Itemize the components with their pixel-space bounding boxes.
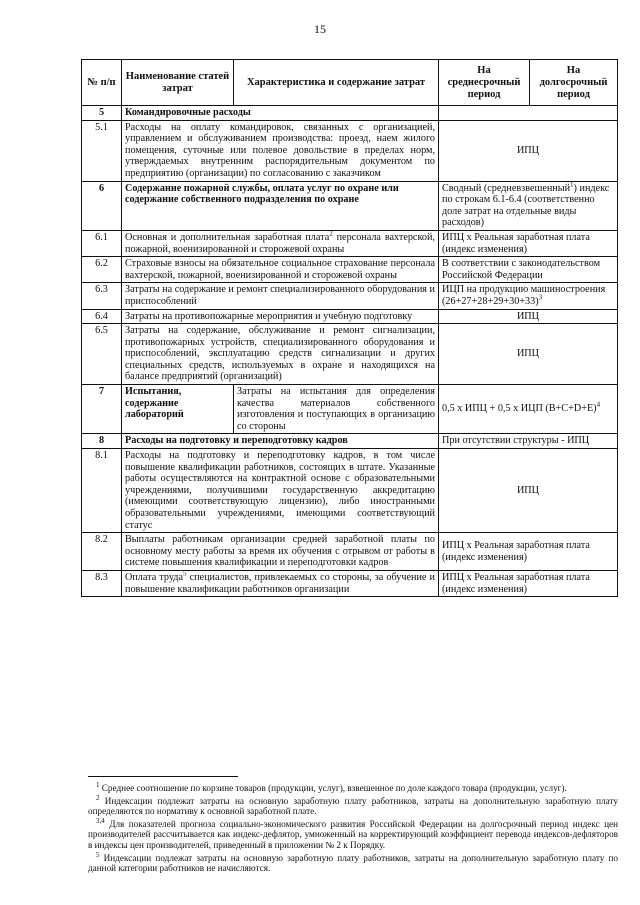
footnote-1: $^1$ Среднее соотношение по корзине товаров (продукции, услуг), взвешенное по доле каждого товара (продукции, услуг). bbox=[96, 780, 567, 793]
row-text: Командировочные расходы bbox=[122, 106, 439, 121]
row-number: 6.3 bbox=[82, 283, 122, 309]
page-number: 15 bbox=[314, 22, 326, 36]
row-text: Расходы на подготовку и переподготовку кадров bbox=[122, 434, 439, 449]
header-description: Характеристика и содержание затрат bbox=[234, 60, 439, 106]
row-number: 6.4 bbox=[82, 309, 122, 324]
table-row bbox=[82, 570, 618, 596]
table-row bbox=[82, 106, 618, 121]
header-name: Наименование статей затрат bbox=[122, 60, 234, 106]
row-index: При отсутствии структуры - ИПЦ bbox=[439, 434, 618, 449]
row-text: Оплата труда$^5$ специалистов, привлекаемых со стороны, за обучение и повышение квалификации работников организации bbox=[122, 570, 439, 596]
row-number: 5.1 bbox=[82, 120, 122, 181]
footnote-3-4: $^{3,4}$ Для показателей прогноза социально-экономического развития Российской Федерации на долгосрочный период индекс цен производителей рассчитывается как индекс-дефлятор, умноженный на корректирующий коэффициент перевода индексов-дефляторов в индексы цен производителей, приведенный в приложении № 2 к Порядку. bbox=[88, 816, 618, 850]
table-row bbox=[82, 181, 618, 230]
row-number: 8.1 bbox=[82, 449, 122, 533]
row-index: ИПЦ bbox=[439, 120, 618, 181]
footnotes bbox=[88, 780, 618, 876]
row-index: ИЦП на продукцию машиностроения $(26+27+28+29+30+33)^3$ bbox=[439, 283, 618, 309]
row-text: Затраты на испытания для определения качества материалов собственного изготовления и поступающих в организацию со стороны bbox=[234, 385, 439, 434]
table-header-row bbox=[82, 60, 618, 106]
row-index: Сводный (средневзвешенный$^1$) индекс по строкам 6.1-6.4 (соответственно доле затрат на отдельные виды расходов) bbox=[439, 181, 618, 230]
row-index: В соответствии с законодательством Российской Федерации bbox=[439, 257, 618, 283]
table-row bbox=[82, 533, 618, 571]
row-index: 0,5 x ИПЦ + 0,5 x ИЦП $(B+C+D+E)^4$ bbox=[439, 385, 618, 434]
row-number: 8.3 bbox=[82, 570, 122, 596]
row-number: 6.1 bbox=[82, 230, 122, 256]
row-index: ИПЦ bbox=[439, 449, 618, 533]
table-row bbox=[82, 283, 618, 309]
table-row bbox=[82, 309, 618, 324]
row-index: ИПЦ x Реальная заработная плата (индекс изменения) bbox=[439, 533, 618, 571]
footnote-separator bbox=[88, 776, 238, 777]
row-text: Основная и дополнительная заработная плата$^2$ персонала вахтерской, пожарной, военизированной и сторожевой охраны bbox=[122, 230, 439, 256]
row-number: 5 bbox=[82, 106, 122, 121]
row-text: Расходы на подготовку и переподготовку кадров, в том числе повышение квалификации работников, состоящих в штате. Указанные работы осуществляются на контрактной основе с образовательными учреждениями, получившими государственную аккредитацию (имеющими соответствующую лицензию), либо иностранными образовательными учреждениями, имеющими соответствующий статус bbox=[122, 449, 439, 533]
header-mid-term: На среднесрочный период bbox=[439, 60, 530, 106]
table-row bbox=[82, 120, 618, 181]
row-text: Выплаты работникам организации средней заработной платы по основному месту работы за время их обучения с отрывом от работы в системе повышения квалификации и переподготовки кадров bbox=[122, 533, 439, 571]
header-num: № п/п bbox=[82, 60, 122, 106]
table-row bbox=[82, 257, 618, 283]
table-row bbox=[82, 385, 618, 434]
row-text: Затраты на противопожарные мероприятия и учебную подготовку bbox=[122, 309, 439, 324]
row-index: ИПЦ x Реальная заработная плата (индекс изменения) bbox=[439, 570, 618, 596]
row-text: Затраты на содержание, обслуживание и ремонт сигнализации, противопожарных устройств, специализированного оборудования и приспособлений, эксплуатацию средств сигнализации и других специальных средств, используемых в охране и находящихся на балансе предприятий (организаций) bbox=[122, 324, 439, 385]
table-row bbox=[82, 324, 618, 385]
table-row bbox=[82, 434, 618, 449]
footnote-2: $^2$ Индексации подлежат затраты на основную заработную плату работников, затраты на дополнительную заработную плату определяются по нормативу к основной заработной плате. bbox=[88, 793, 618, 817]
table-row bbox=[82, 449, 618, 533]
row-number: 8.2 bbox=[82, 533, 122, 571]
row-number: 6.2 bbox=[82, 257, 122, 283]
row-text: Расходы на оплату командировок, связанных с организацией, управлением и обслуживанием производства: проезд, наем жилого помещения, суточные или полевое довольствие в пределах норм, утверждаемых внутренним распорядительным документом по предприятию (организации) по согласованию с заказчиком bbox=[122, 120, 439, 181]
footnote-5: $^5$ Индексации подлежат затраты на основную заработную плату работников, затраты на дополнительную заработную плату по данной категории работников не начисляются. bbox=[88, 850, 618, 874]
row-text: Содержание пожарной службы, оплата услуг по охране или содержание собственного подразделения по охране bbox=[122, 181, 439, 230]
row-number: 8 bbox=[82, 434, 122, 449]
row-index: ИПЦ bbox=[439, 324, 618, 385]
header-long-term: На долгосрочный период bbox=[530, 60, 618, 106]
row-number: 6 bbox=[82, 181, 122, 230]
cost-items-table bbox=[81, 59, 618, 597]
table-row bbox=[82, 230, 618, 256]
row-index: ИПЦ bbox=[439, 309, 618, 324]
row-name: Испытания, содержание лабораторий bbox=[122, 385, 234, 434]
row-number: 7 bbox=[82, 385, 122, 434]
row-text: Страховые взносы на обязательное социальное страхование персонала вахтерской, пожарной, военизированной и сторожевой охраны bbox=[122, 257, 439, 283]
row-index: ИПЦ x Реальная заработная плата (индекс изменения) bbox=[439, 230, 618, 256]
row-text: Затраты на содержание и ремонт специализированного оборудования и приспособлений bbox=[122, 283, 439, 309]
row-number: 6.5 bbox=[82, 324, 122, 385]
